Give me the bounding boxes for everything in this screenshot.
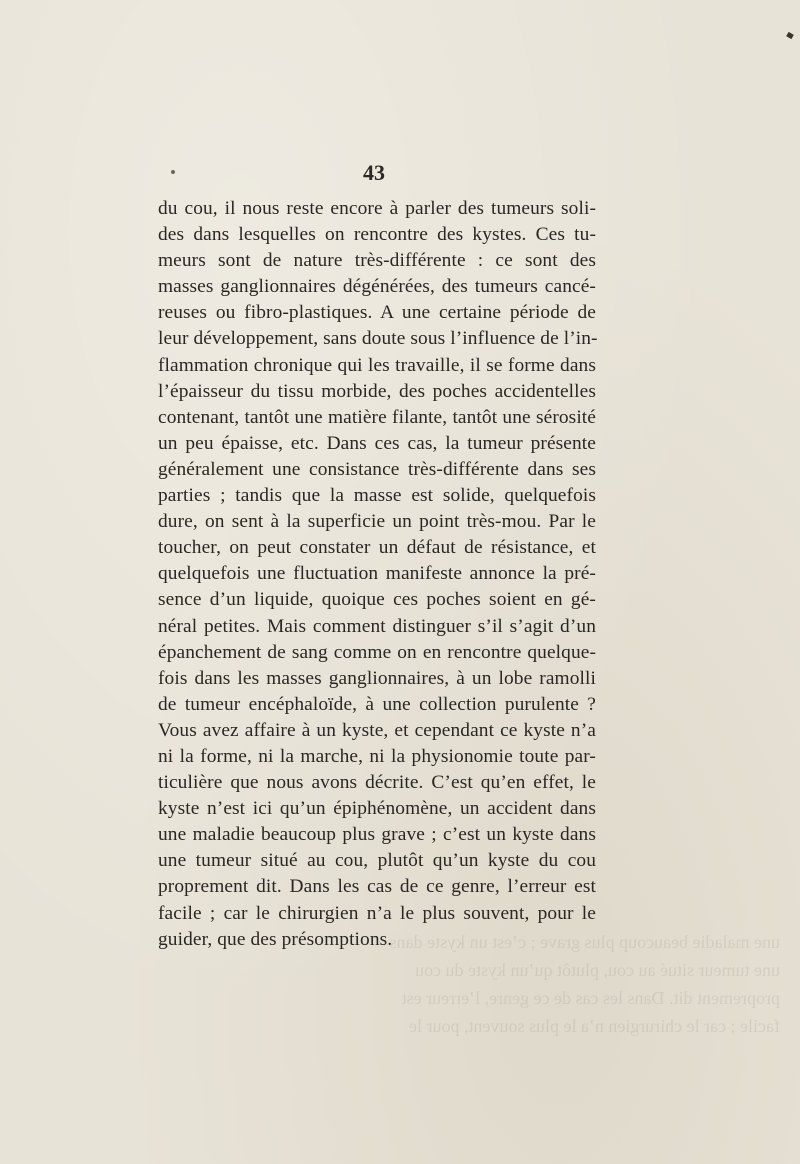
text-line: contenant, tantôt une matière filante, tantôt une sérosité	[158, 406, 596, 428]
text-line: reuses ou fibro-plastiques. A une certaine période de	[158, 302, 596, 324]
text-line: dure, on sent à la superficie un point très-mou. Par le	[158, 511, 596, 533]
bleed-line: facile ; car le chirurgien n’a le plus souvent, pour le	[408, 1016, 780, 1036]
bleed-line: une maladie beaucoup plus grave ; c’est un kyste dans	[389, 932, 780, 952]
text-line: généralement une consistance très-différente dans ses	[158, 458, 596, 480]
text-line: Vous avez affaire à un kyste, et cependant ce kyste n’a	[158, 719, 596, 741]
text-line: parties ; tandis que la masse est solide, quelquefois	[158, 485, 596, 507]
text-line: une tumeur situé au cou, plutôt qu’un kyste du cou	[158, 850, 596, 872]
bleed-line: proprement dit. Dans les cas de ce genre, l’erreur est	[401, 988, 780, 1008]
text-line: kyste n’est ici qu’un épiphénomène, un accident dans	[158, 798, 596, 820]
text-line: épanchement de sang comme on en rencontre quelque-	[158, 641, 596, 663]
text-line: une maladie beaucoup plus grave ; c’est un kyste dans	[158, 824, 596, 846]
text-line: ticulière que nous avons décrite. C’est qu’en effet, le	[158, 772, 596, 794]
margin-dot	[171, 170, 175, 174]
text-line: leur développement, sans doute sous l’influence de l’in-	[158, 328, 598, 350]
text-line: l’épaisseur du tissu morbide, des poches accidentelles	[158, 380, 596, 402]
body-text	[158, 196, 596, 953]
page-number: 43	[363, 160, 385, 185]
bleed-line: une tumeur situé au cou, plutôt qu’un kyste du cou	[415, 960, 780, 980]
text-line: flammation chronique qui les travaille, il se forme dans	[158, 354, 596, 376]
ink-speck	[786, 32, 794, 39]
text-line: néral petites. Mais comment distinguer s’il s’agit d’un	[158, 615, 596, 637]
text-line: quelquefois une fluctuation manifeste annonce la pré-	[158, 563, 596, 585]
text-line: un peu épaisse, etc. Dans ces cas, la tumeur présente	[158, 432, 596, 454]
text-line: ni la forme, ni la marche, ni la physionomie toute par-	[158, 745, 596, 767]
text-line: du cou, il nous reste encore à parler des tumeurs soli-	[158, 198, 596, 219]
text-line: proprement dit. Dans les cas de ce genre, l’erreur est	[158, 876, 596, 898]
text-line: des dans lesquelles on rencontre des kystes. Ces tu-	[158, 224, 596, 246]
text-line: masses ganglionnaires dégénérées, des tumeurs cancé-	[158, 276, 596, 298]
text-line: meurs sont de nature très-différente : ce sont des	[158, 250, 596, 272]
text-line: facile ; car le chirurgien n’a le plus souvent, pour le	[158, 902, 596, 924]
text-line: toucher, on peut constater un défaut de résistance, et	[158, 537, 596, 559]
text-line: sence d’un liquide, quoique ces poches soient en gé-	[158, 589, 596, 611]
bleed-through-text	[389, 928, 780, 1048]
text-line: fois dans les masses ganglionnaires, à un lobe ramolli	[158, 667, 596, 689]
text-line: guider, que des présomptions.	[158, 928, 393, 950]
text-line: de tumeur encéphaloïde, à une collection purulente ?	[158, 693, 596, 715]
